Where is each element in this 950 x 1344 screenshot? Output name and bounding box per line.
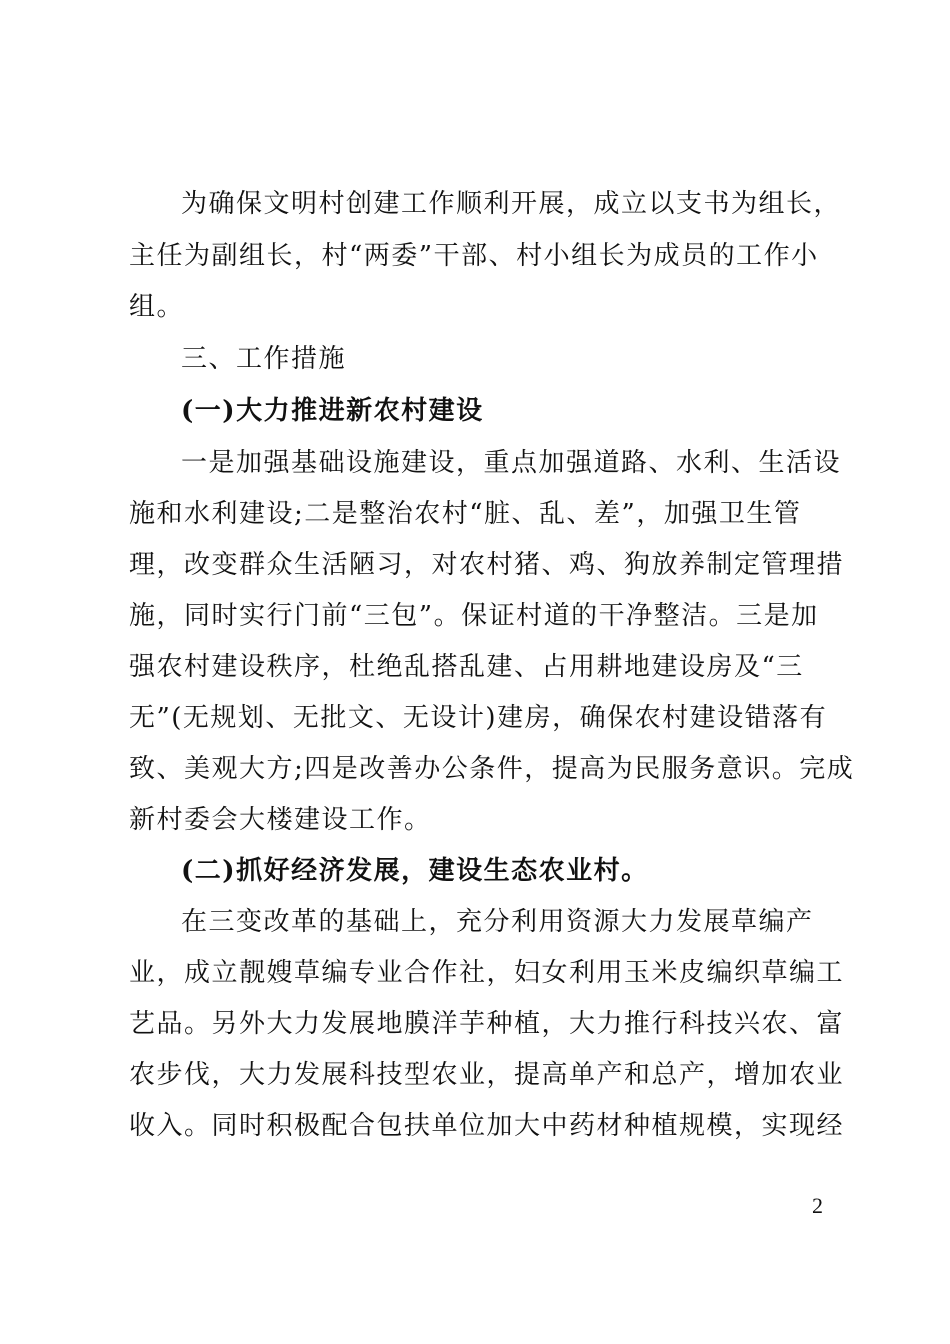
paragraph-line: 在三变改革的基础上，充分利用资源大力发展草编产: [181, 907, 814, 937]
paragraph-line: 农步伐，大力发展科技型农业，提高单产和总产，增加农业: [129, 1060, 845, 1090]
paragraph-line: 主任为副组长，村“两委”干部、村小组长为成员的工作小: [129, 241, 819, 271]
paragraph-line: 新村委会大楼建设工作。: [129, 805, 432, 835]
paragraph-line: 强农村建设秩序，杜绝乱搭乱建、占用耕地建设房及“三: [129, 652, 804, 682]
subsection-heading: (二)抓好经济发展，建设生态农业村。: [181, 856, 649, 886]
paragraph-line: 无”(无规划、无批文、无设计)建房，确保农村建设错落有: [129, 703, 828, 733]
page-number: 2: [812, 1193, 823, 1218]
paragraph-line: 艺品。另外大力发展地膜洋芋种植，大力推行科技兴农、富: [129, 1009, 845, 1039]
paragraph-line: 理，改变群众生活陋习，对农村猪、鸡、狗放养制定管理措: [129, 550, 845, 580]
paragraph-line: 业，成立靓嫂草编专业合作社，妇女利用玉米皮编织草编工: [129, 958, 845, 988]
paragraph-line: 致、美观大方;四是改善办公条件，提高为民服务意识。完成: [129, 754, 855, 784]
paragraph-line: 一是加强基础设施建设，重点加强道路、水利、生活设: [181, 448, 842, 478]
paragraph-line: 施，同时实行门前“三包”。保证村道的干净整洁。三是加: [129, 601, 819, 631]
paragraph-line: 组。: [129, 292, 185, 322]
paragraph-line: 为确保文明村创建工作顺利开展，成立以支书为组长，: [181, 189, 842, 219]
paragraph-line: 收入。同时积极配合包扶单位加大中药材种植规模，实现经: [129, 1111, 845, 1141]
subsection-heading: (一)大力推进新农村建设: [181, 396, 484, 426]
paragraph-line: 施和水利建设;二是整治农村“脏、乱、差”，加强卫生管: [129, 499, 802, 529]
section-heading: 三、工作措施: [181, 344, 347, 374]
